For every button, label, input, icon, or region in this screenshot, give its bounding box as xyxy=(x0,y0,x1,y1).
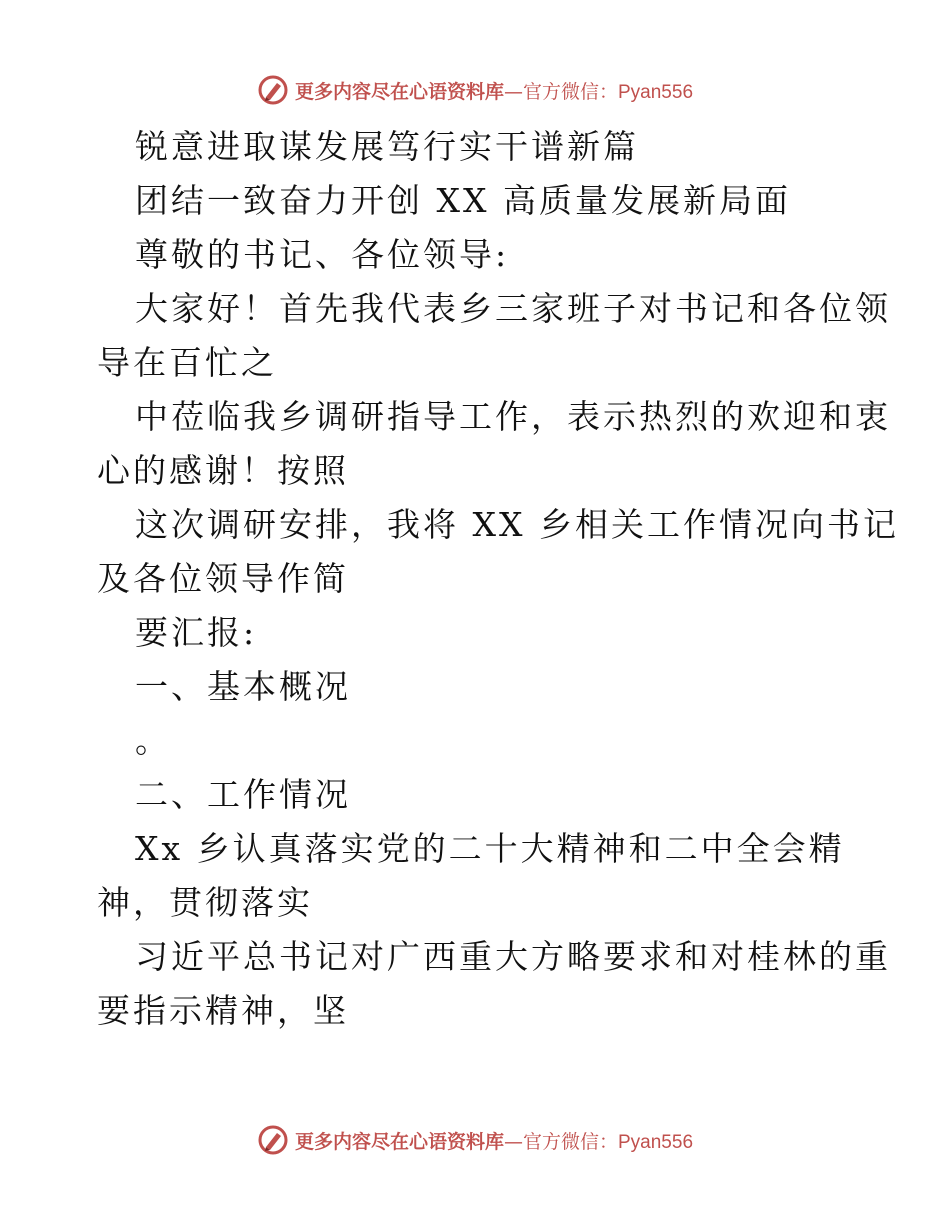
pen-logo-icon xyxy=(257,74,289,106)
pen-logo-icon xyxy=(257,1124,289,1156)
text-line: 要汇报: xyxy=(135,613,258,652)
watermark-text: 更多内容尽在心语资料库—官方微信：Pyan556 xyxy=(294,1130,694,1153)
text-line: 心的感谢！按照 xyxy=(97,451,349,490)
text-line: 二、工作情况 xyxy=(135,775,351,814)
document-body xyxy=(97,120,899,1038)
text-line: 锐意进取谋发展笃行实干谱新篇 xyxy=(135,127,639,166)
text-line: 。 xyxy=(135,721,171,760)
watermark-text: 更多内容尽在心语资料库—官方微信：Pyan556 xyxy=(294,80,694,103)
text-line: 神，贯彻落实 xyxy=(97,883,313,922)
text-line: 要指示精神，坚 xyxy=(97,991,349,1030)
text-line: 团结一致奋力开创 XX 高质量发展新局面 xyxy=(135,181,791,220)
text-line: 这次调研安排，我将 XX 乡相关工作情况向书记 xyxy=(135,505,899,544)
text-line: 尊敬的书记、各位领导: xyxy=(135,235,510,274)
text-line: 习近平总书记对广西重大方略要求和对桂林的重 xyxy=(135,937,891,976)
text-line: 及各位领导作简 xyxy=(97,559,349,598)
text-line: 大家好！首先我代表乡三家班子对书记和各位领 xyxy=(135,289,891,328)
text-line: 导在百忙之 xyxy=(97,343,277,382)
text-line: Xx 乡认真落实党的二十大精神和二中全会精 xyxy=(135,829,845,868)
text-line: 一、基本概况 xyxy=(135,667,351,706)
footer-watermark xyxy=(0,1120,950,1160)
text-line: 中莅临我乡调研指导工作，表示热烈的欢迎和衷 xyxy=(135,397,891,436)
header-watermark xyxy=(0,70,950,110)
